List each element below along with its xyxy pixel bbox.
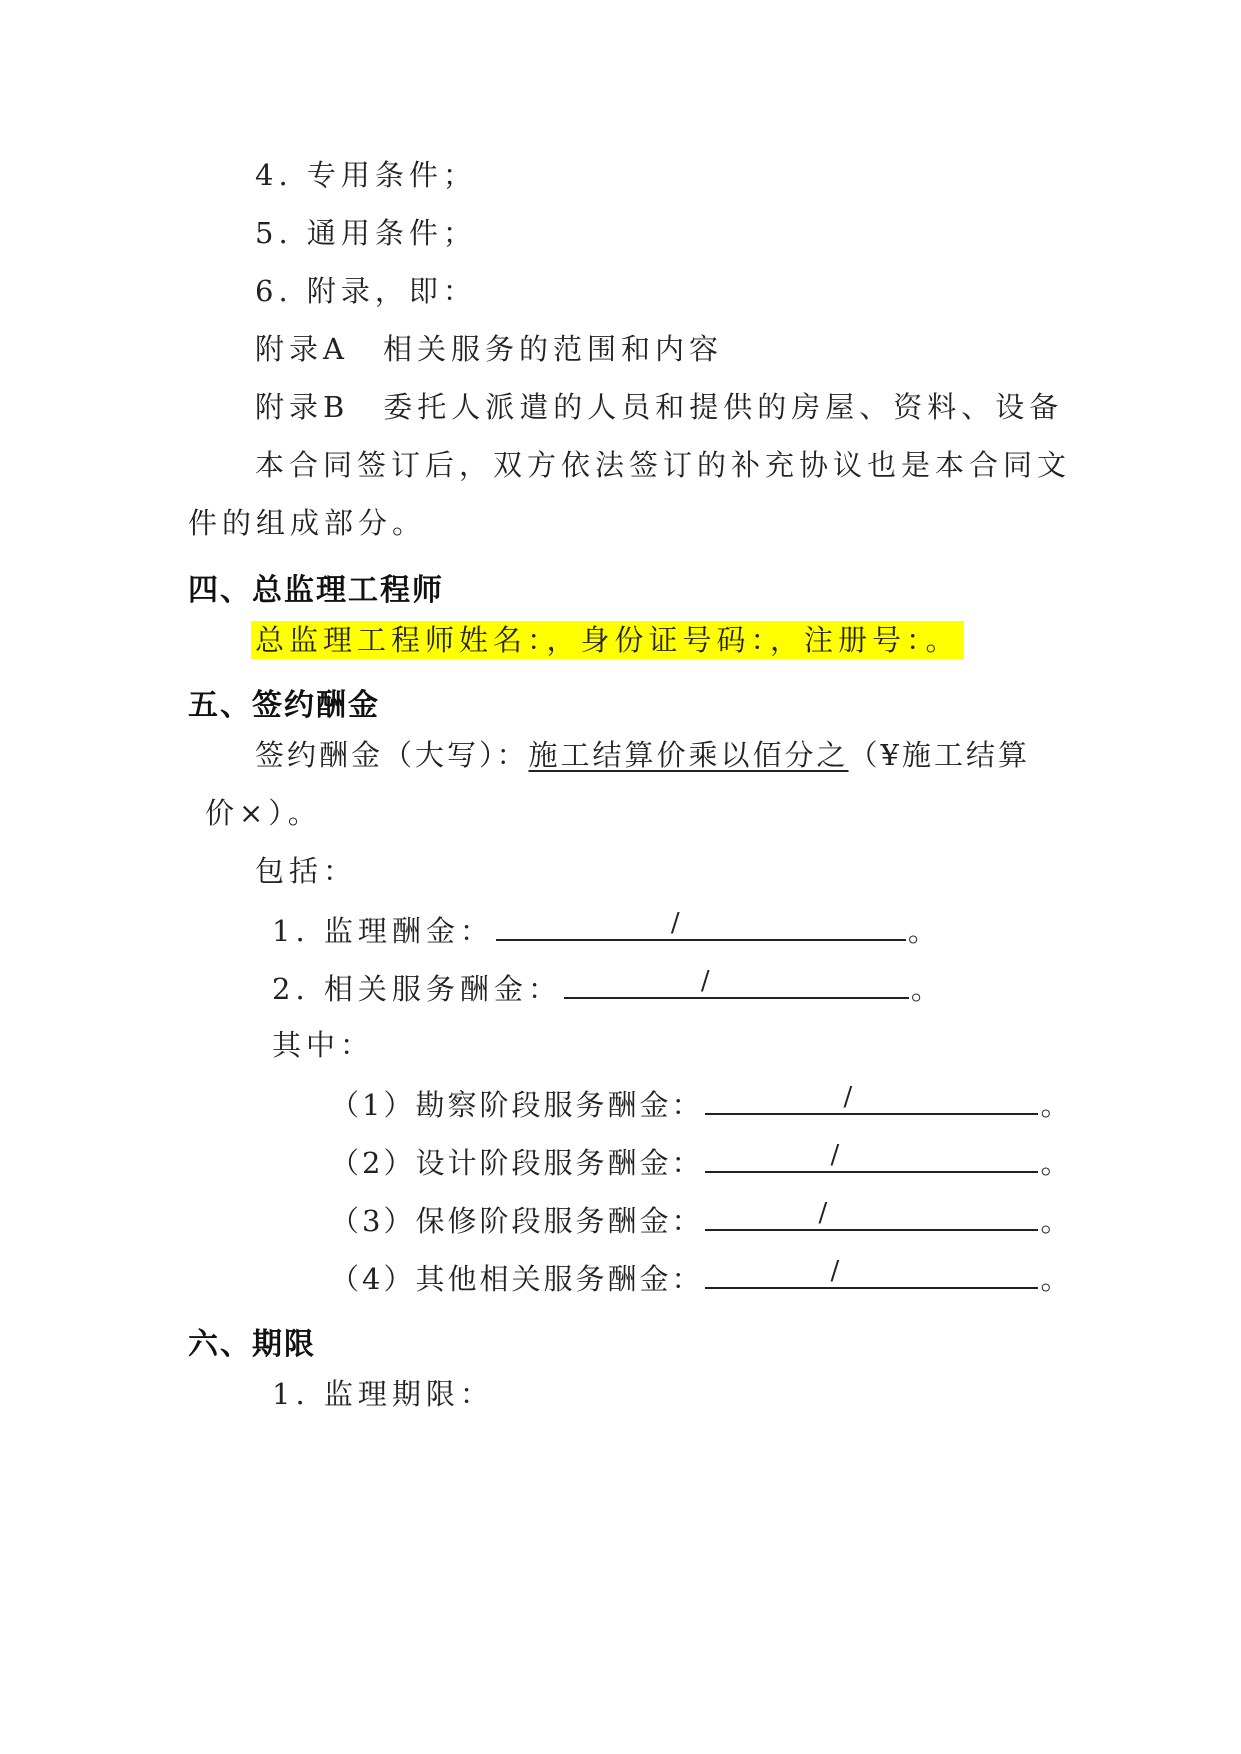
appendix-a: 附录A 相关服务的范围和内容 <box>255 332 723 366</box>
period: 。 <box>910 972 945 1006</box>
other-service-fee-blank <box>705 1257 1038 1289</box>
fee-tail: （¥施工结算 <box>848 738 1030 772</box>
warranty-fee-row <box>330 1199 1072 1241</box>
survey-fee-row <box>330 1083 1072 1125</box>
list-item-6: 6. 附录，即： <box>255 274 477 308</box>
period: 。 <box>1040 1088 1073 1122</box>
survey-fee-label: （1）勘察阶段服务酬金： <box>330 1088 704 1122</box>
supervision-fee-blank <box>496 909 906 941</box>
related-service-fee-row <box>272 967 945 1009</box>
other-service-fee-label: （4）其他相关服务酬金： <box>330 1262 704 1296</box>
section-heading-chief-engineer: 四、总监理工程师 <box>188 573 444 608</box>
highlighted-text: 总监理工程师姓名：，身份证号码：，注册号：。 <box>251 621 964 659</box>
other-service-fee-row <box>330 1257 1072 1299</box>
design-fee-row <box>330 1141 1072 1183</box>
supervision-fee-row <box>272 909 942 951</box>
fee-line-2: 价×）。 <box>205 796 322 830</box>
blank-mark: / <box>818 1198 828 1228</box>
list-item-5: 5. 通用条件； <box>255 216 477 250</box>
period: 。 <box>1040 1146 1073 1180</box>
survey-fee-blank <box>705 1083 1038 1115</box>
appendix-b: 附录B 委托人派遣的人员和提供的房屋、资料、设备 <box>255 390 1064 424</box>
supplement-paragraph-line2: 件的组成部分。 <box>188 506 427 540</box>
blank-mark: / <box>670 908 680 938</box>
list-item-4: 4. 专用条件； <box>255 158 477 192</box>
supplement-paragraph-line1: 本合同签订后，双方依法签订的补充协议也是本合同文 <box>255 448 1072 482</box>
design-fee-label: （2）设计阶段服务酬金： <box>330 1146 704 1180</box>
blank-mark: / <box>700 966 710 996</box>
warranty-fee-label: （3）保修阶段服务酬金： <box>330 1204 704 1238</box>
blank-mark: / <box>843 1082 853 1112</box>
blank-mark: / <box>830 1256 840 1286</box>
warranty-fee-blank <box>705 1199 1038 1231</box>
section-heading-term: 六、期限 <box>188 1327 316 1362</box>
design-fee-blank <box>705 1141 1038 1173</box>
among-label: 其中： <box>272 1028 375 1062</box>
fee-underlined-text: 施工结算价乘以佰分之 <box>528 738 849 772</box>
blank-mark: / <box>830 1140 840 1170</box>
fee-label: 签约酬金（大写）： <box>255 738 529 772</box>
fee-line-1 <box>255 735 1030 775</box>
supervision-term: 1. 监理期限： <box>272 1377 494 1411</box>
include-label: 包括： <box>255 854 358 888</box>
section-heading-fee: 五、签约酬金 <box>188 688 380 723</box>
period: 。 <box>907 914 942 948</box>
related-service-fee-blank <box>564 967 909 999</box>
period: 。 <box>1040 1204 1073 1238</box>
supervision-fee-label: 1. 监理酬金： <box>272 914 494 948</box>
period: 。 <box>1040 1262 1073 1296</box>
chief-engineer-info <box>251 620 964 660</box>
related-service-fee-label: 2. 相关服务酬金： <box>272 972 562 1006</box>
